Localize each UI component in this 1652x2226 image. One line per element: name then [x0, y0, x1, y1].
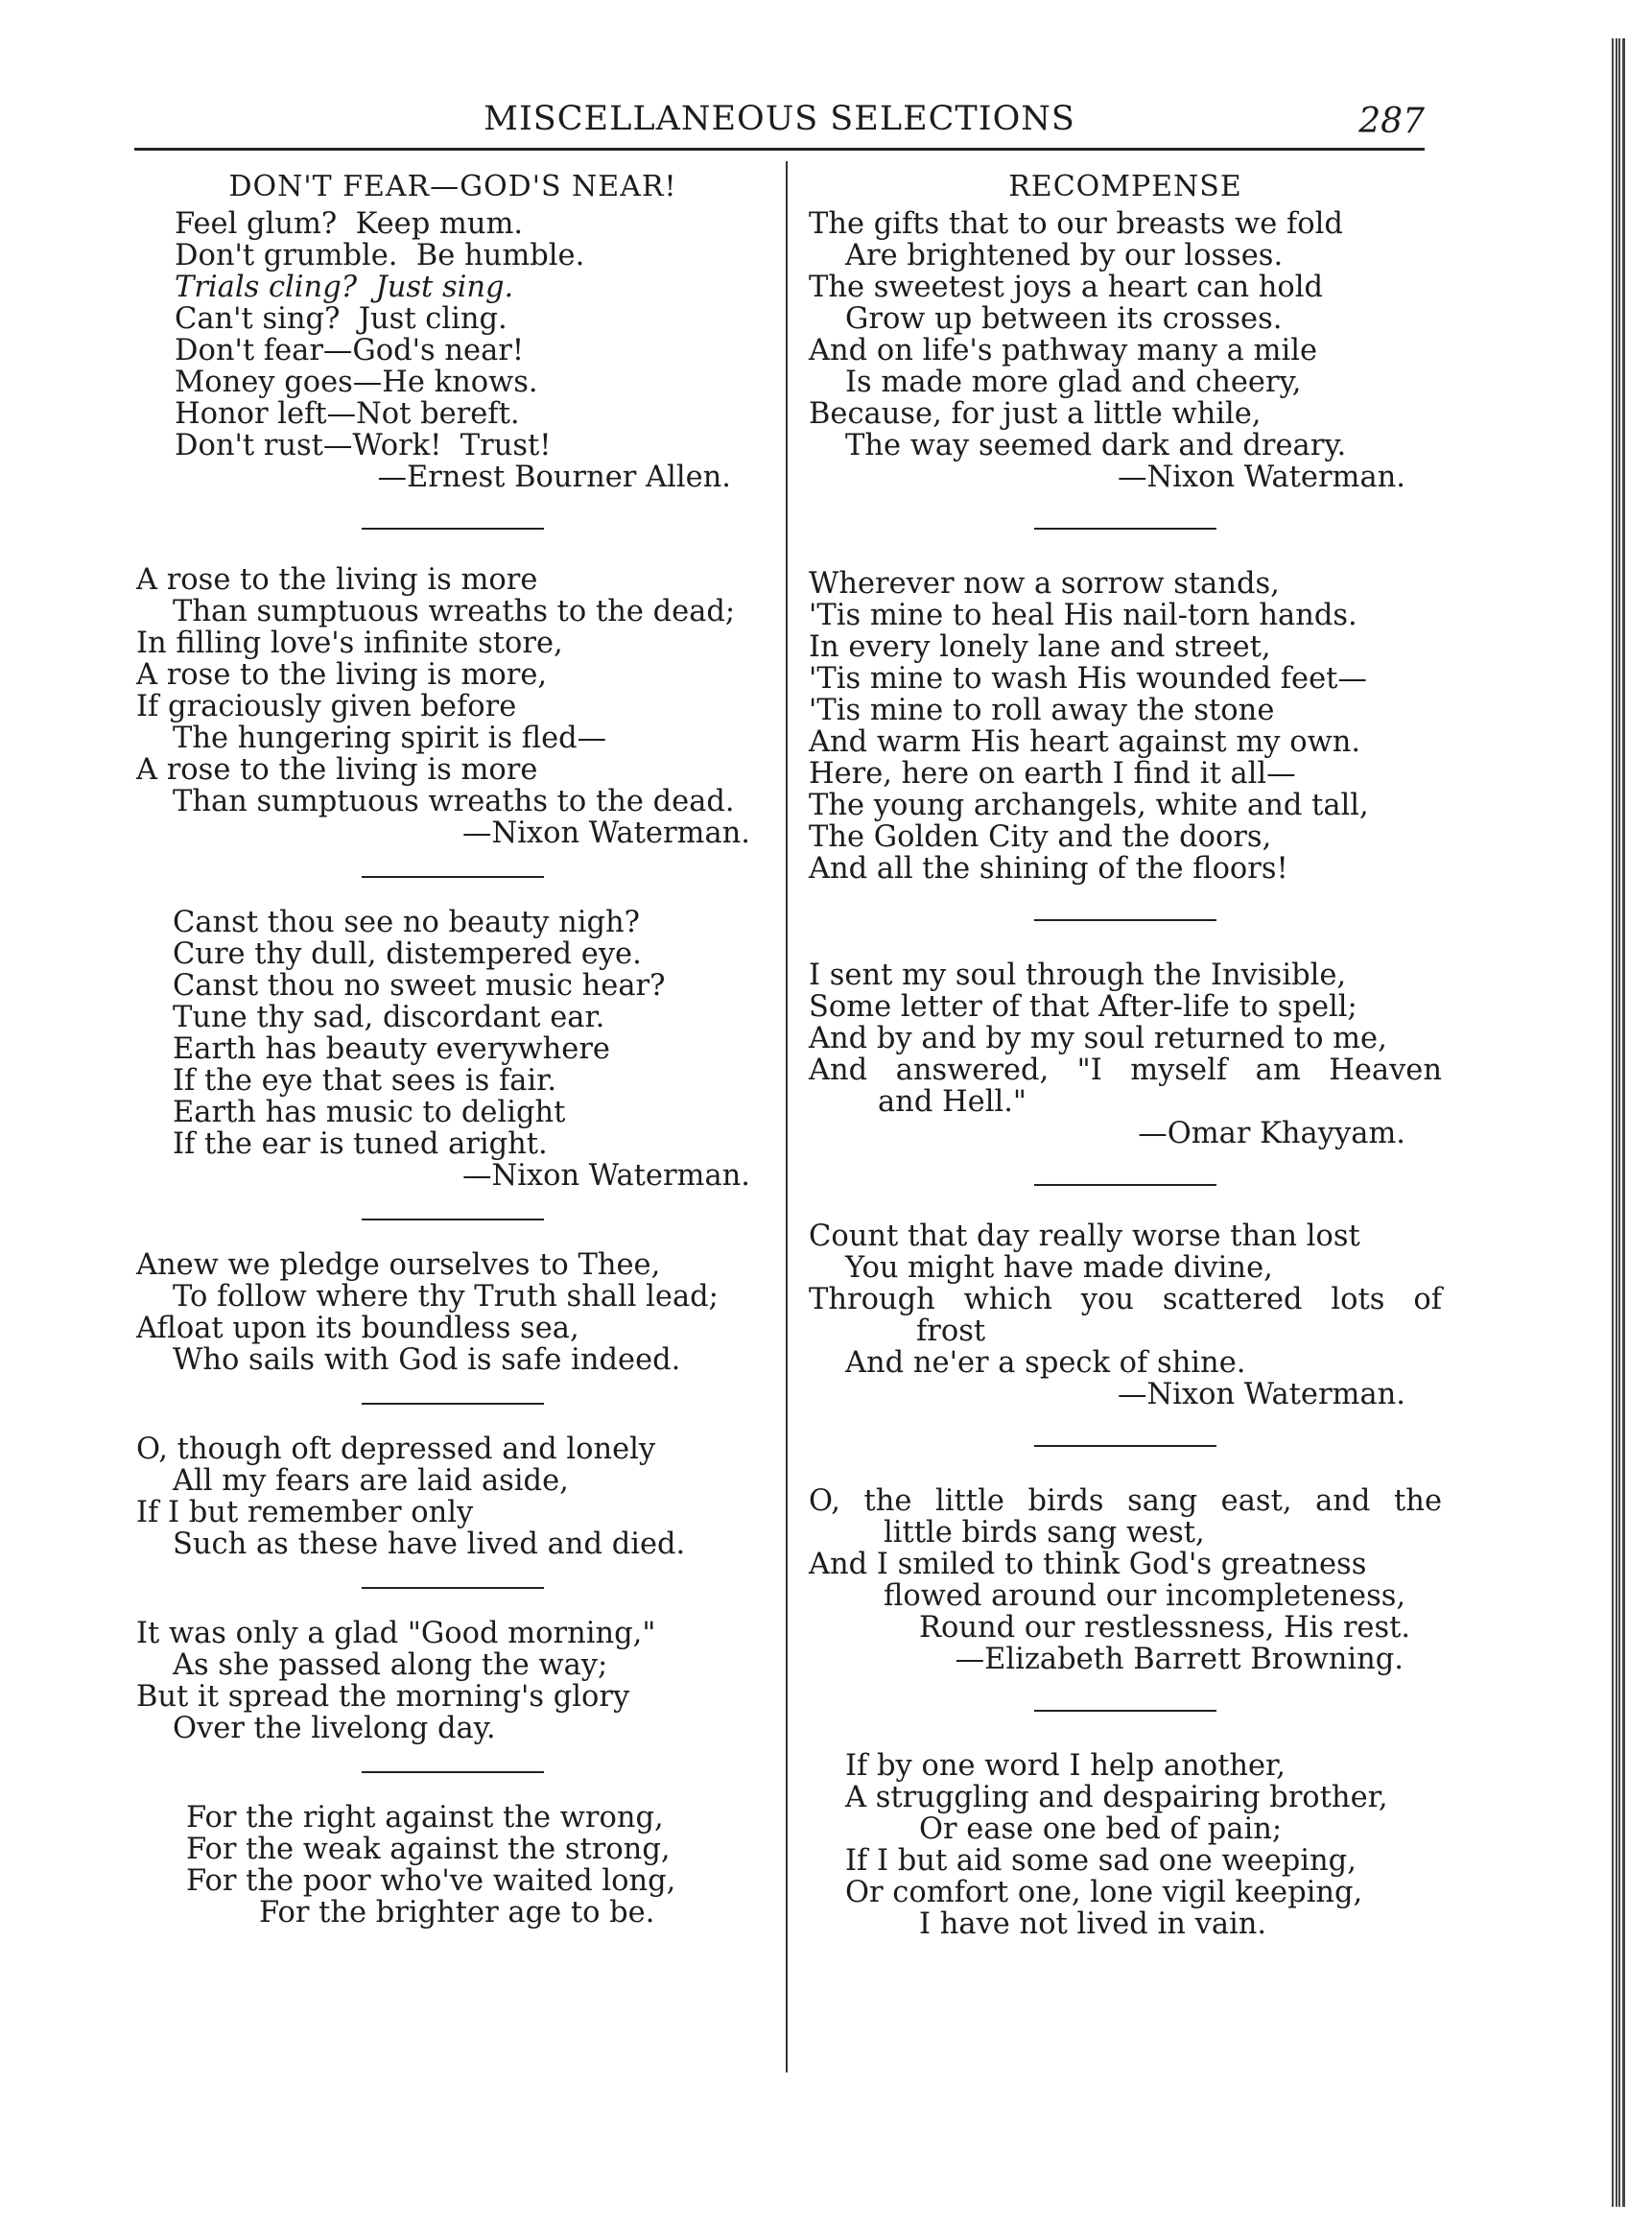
- section-divider: [362, 528, 544, 530]
- poem-author: —Elizabeth Barrett Browning.: [955, 1643, 1404, 1676]
- poem-line: Feel glum? Keep mum.: [175, 207, 524, 241]
- section-divider: [362, 1403, 544, 1405]
- poem-line: flowed around our incompleteness,: [884, 1579, 1406, 1613]
- poem-line: A struggling and despairing brother,: [845, 1781, 1388, 1814]
- poem-line: And warm His heart against my own.: [809, 725, 1361, 759]
- poem-line: Or comfort one, lone vigil keeping,: [845, 1876, 1363, 1909]
- poem-omar-khayyam: [809, 959, 1442, 1149]
- poem-line: Earth has beauty everywhere: [173, 1032, 610, 1066]
- section-divider: [1034, 1445, 1216, 1447]
- poem-line: And I smiled to think God's greatness: [809, 1548, 1367, 1581]
- poem-line: Wherever now a sorrow stands,: [809, 567, 1280, 601]
- poem-line: Honor left—Not bereft.: [175, 397, 520, 431]
- poem-line: Over the livelong day.: [173, 1712, 496, 1745]
- poem-line: To follow where thy Truth shall lead;: [173, 1280, 719, 1314]
- poem-line: A rose to the living is more: [136, 753, 538, 787]
- page-header: [134, 92, 1425, 150]
- poem-line: Such as these have lived and died.: [173, 1527, 686, 1561]
- poem-line: Anew we pledge ourselves to Thee,: [136, 1248, 661, 1282]
- poem-sorrow-stands: [809, 568, 1442, 885]
- poem-line: I have not lived in vain.: [919, 1907, 1267, 1941]
- column-divider: [786, 161, 788, 2072]
- poem-author: —Nixon Waterman.: [461, 1159, 750, 1193]
- poem-count-that-day: [809, 1220, 1442, 1410]
- poem-line: All my fears are laid aside,: [173, 1464, 569, 1498]
- section-divider: [362, 1219, 544, 1220]
- poem-line: Money goes—He knows.: [175, 366, 538, 399]
- poem-recompense: [809, 171, 1442, 493]
- poem-depressed: [136, 1433, 769, 1560]
- poem-line: Is made more glad and cheery,: [845, 366, 1302, 399]
- section-divider: [1034, 1710, 1216, 1712]
- poem-rose: [136, 564, 769, 849]
- poem-line: The gifts that to our breasts we fold: [809, 207, 1343, 241]
- poem-line: Through which you scattered lots of: [809, 1283, 1442, 1316]
- poem-line: If the ear is tuned aright.: [173, 1127, 548, 1161]
- poem-line: In filling love's infinite store,: [136, 627, 563, 660]
- poem-title: DON'T FEAR—GOD'S NEAR!: [228, 170, 677, 203]
- poem-line: O, though oft depressed and lonely: [136, 1433, 656, 1466]
- poem-line: Than sumptuous wreaths to the dead;: [173, 595, 736, 628]
- poem-line: frost: [916, 1314, 986, 1348]
- poem-line: Or ease one bed of pain;: [919, 1812, 1283, 1846]
- poem-line: Canst thou see no beauty nigh?: [173, 906, 641, 939]
- poem-help-another: [809, 1750, 1442, 1940]
- poem-title: RECOMPENSE: [1008, 170, 1242, 203]
- poem-line: Earth has music to delight: [173, 1096, 566, 1129]
- poem-line: Grow up between its crosses.: [845, 302, 1283, 336]
- poem-beauty: [136, 907, 769, 1192]
- poem-line: Afloat upon its boundless sea,: [136, 1312, 579, 1345]
- poem-line: Cure thy dull, distempered eye.: [173, 937, 642, 971]
- poem-line: You might have made divine,: [845, 1251, 1273, 1285]
- section-divider: [362, 1771, 544, 1773]
- poem-dont-fear: [136, 171, 769, 493]
- poem-line: Can't sing? Just cling.: [175, 302, 507, 336]
- section-divider: [1034, 1184, 1216, 1186]
- poem-author: —Ernest Bourner Allen.: [377, 461, 731, 494]
- poem-line: Who sails with God is safe indeed.: [173, 1343, 681, 1377]
- poem-line: And all the shining of the floors!: [809, 852, 1288, 886]
- poem-line: And answered, "I myself am Heaven: [809, 1054, 1442, 1087]
- poem-line: For the brighter age to be.: [259, 1896, 655, 1930]
- poem-line: If the eye that sees is fair.: [173, 1064, 557, 1098]
- poem-line: If by one word I help another,: [845, 1749, 1286, 1783]
- poem-right-wrong: [136, 1802, 769, 1929]
- poem-pledge: [136, 1249, 769, 1376]
- poem-line: Here, here on earth I find it all—: [809, 757, 1296, 791]
- poem-line: little birds sang west,: [884, 1516, 1205, 1550]
- left-column: [136, 171, 769, 1929]
- poem-line: 'Tis mine to wash His wounded feet—: [809, 662, 1367, 696]
- poem-line: In every lonely lane and street,: [809, 630, 1271, 664]
- poem-line: And on life's pathway many a mile: [809, 334, 1318, 367]
- poem-line: Don't fear—God's near!: [175, 334, 525, 367]
- right-column: [809, 171, 1442, 1940]
- page-number: 287: [1358, 102, 1425, 141]
- poem-line: 'Tis mine to heal His nail-torn hands.: [809, 599, 1357, 632]
- poem-line: And ne'er a speck of shine.: [845, 1346, 1246, 1380]
- poem-line: And by and by my soul returned to me,: [809, 1022, 1387, 1055]
- poem-line: Tune thy sad, discordant ear.: [173, 1001, 605, 1034]
- running-head: MISCELLANEOUS SELECTIONS: [484, 100, 1075, 138]
- poem-author: —Omar Khayyam.: [1138, 1117, 1405, 1150]
- poem-line: Count that day really worse than lost: [809, 1220, 1360, 1253]
- poem-good-morning: [136, 1618, 769, 1744]
- page-edge-marks: [1612, 38, 1631, 2207]
- poem-line: As she passed along the way;: [173, 1648, 608, 1682]
- poem-line: If I but remember only: [136, 1496, 474, 1529]
- poem-line: A rose to the living is more: [136, 563, 538, 597]
- poem-line: The way seemed dark and dreary.: [845, 429, 1347, 462]
- poem-line: The young archangels, white and tall,: [809, 789, 1369, 822]
- poem-line: 'Tis mine to roll away the stone: [809, 694, 1275, 727]
- poem-line: Canst thou no sweet music hear?: [173, 969, 666, 1003]
- poem-line: For the poor who've waited long,: [186, 1864, 676, 1898]
- poem-line: Than sumptuous wreaths to the dead.: [173, 785, 735, 818]
- header-rule: [134, 148, 1425, 151]
- poem-author: —Nixon Waterman.: [1117, 461, 1405, 494]
- poem-line: It was only a glad "Good morning,": [136, 1617, 656, 1650]
- poem-line: If I but aid some sad one weeping,: [845, 1844, 1357, 1878]
- poem-line: The hungering spirit is fled—: [173, 722, 607, 755]
- poem-line: Trials cling? Just sing.: [175, 271, 514, 304]
- poem-line: A rose to the living is more,: [136, 658, 548, 692]
- section-divider: [1034, 528, 1216, 530]
- section-divider: [362, 1587, 544, 1589]
- poem-line: Because, for just a little while,: [809, 397, 1262, 431]
- poem-line: Don't rust—Work! Trust!: [175, 429, 552, 462]
- poem-line: Are brightened by our losses.: [845, 239, 1284, 272]
- poem-author: —Nixon Waterman.: [1117, 1378, 1405, 1411]
- poem-line: Round our restlessness, His rest.: [919, 1611, 1411, 1645]
- poem-line: For the weak against the strong,: [186, 1833, 671, 1866]
- poem-line: Some letter of that After-life to spell;: [809, 990, 1357, 1024]
- poem-line: The sweetest joys a heart can hold: [809, 271, 1324, 304]
- poem-line: For the right against the wrong,: [186, 1801, 664, 1835]
- section-divider: [1034, 919, 1216, 921]
- poem-line: If graciously given before: [136, 690, 517, 723]
- poem-line: The Golden City and the doors,: [809, 820, 1272, 854]
- poem-author: —Nixon Waterman.: [461, 817, 750, 850]
- poem-little-birds: [809, 1485, 1442, 1675]
- poem-line: and Hell.": [878, 1085, 1027, 1119]
- poem-line: O, the little birds sang east, and the: [809, 1484, 1442, 1518]
- poem-line: Don't grumble. Be humble.: [175, 239, 585, 272]
- section-divider: [362, 876, 544, 878]
- poem-line: But it spread the morning's glory: [136, 1680, 630, 1714]
- poem-line: I sent my soul through the Invisible,: [809, 959, 1347, 992]
